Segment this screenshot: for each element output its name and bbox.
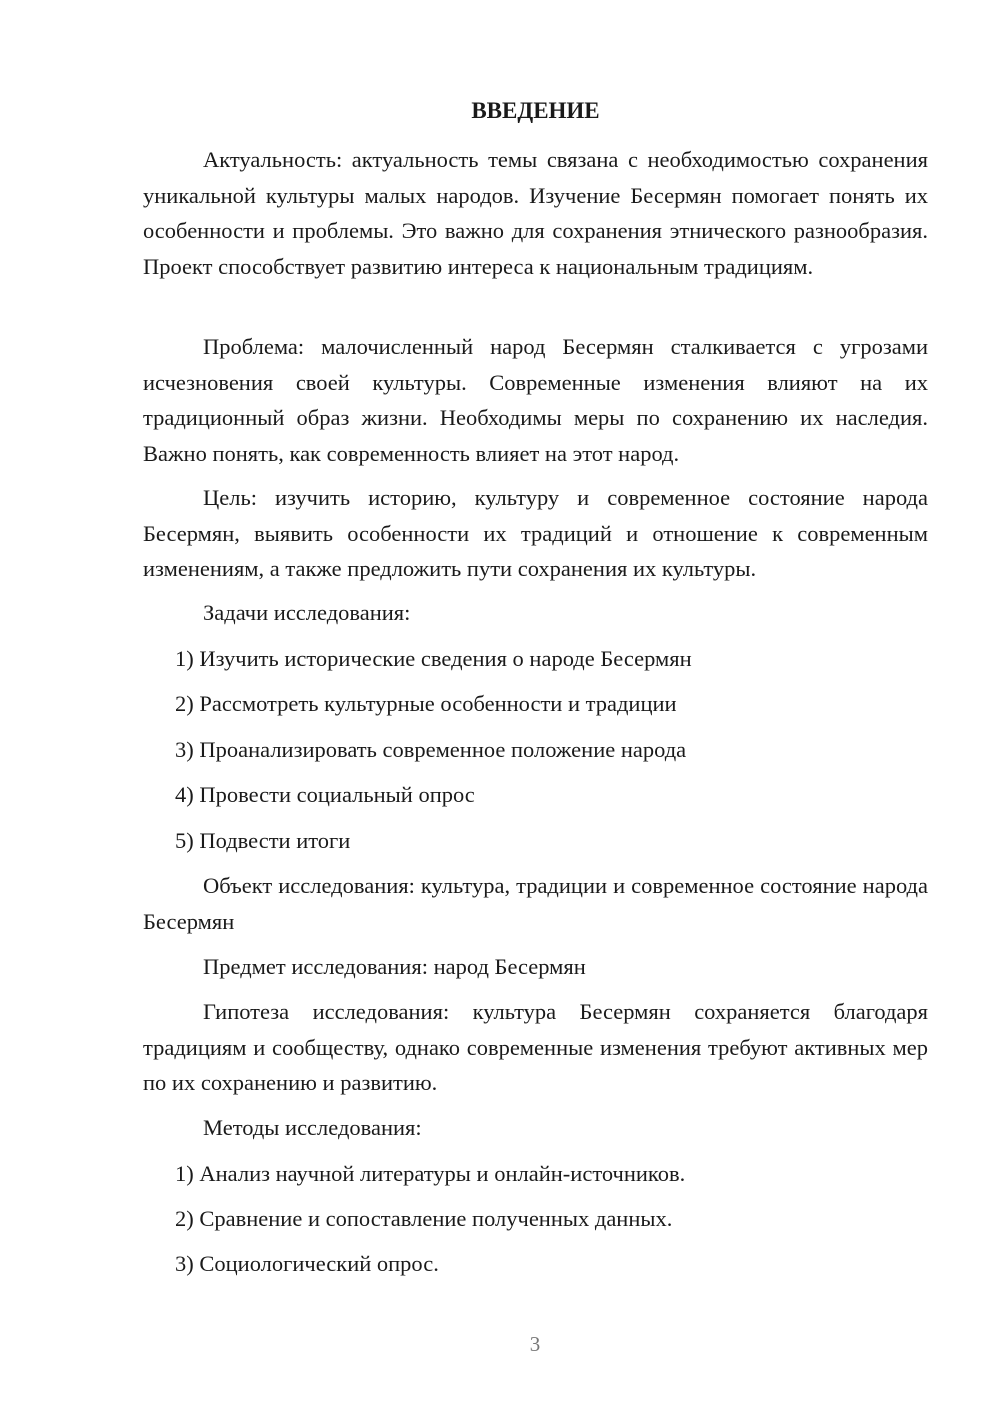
task-item: 2) Рассмотреть культурные особенности и традиции: [175, 691, 677, 716]
tasks-title: Задачи исследования:: [203, 600, 411, 625]
hypothesis-paragraph: Гипотеза исследования: культура Бесермян сохраняется благодаря традициям и сообществу, однако современные изменения требуют активных мер по их сохранению и развитию.: [143, 999, 928, 1095]
page-number: 3: [529, 1332, 541, 1356]
task-item: 1) Изучить исторические сведения о народе Бесермян: [175, 646, 692, 671]
problem-paragraph: Проблема: малочисленный народ Бесермян сталкивается с угрозами исчезновения своей культуры. Современные изменения влияют на их традиционный образ жизни. Необходимы меры по сохранению их наследия. Важно понять, как современность влияет на этот народ.: [143, 334, 928, 466]
task-item: 5) Подвести итоги: [175, 828, 351, 853]
object-paragraph: Объект исследования: культура, традиции и современное состояние народа Бесермян: [143, 873, 928, 934]
method-item: 3) Социологический опрос.: [175, 1251, 439, 1276]
subject-paragraph: Предмет исследования: народ Бесермян: [203, 954, 586, 979]
method-item: 2) Сравнение и сопоставление полученных данных.: [175, 1206, 673, 1231]
method-item: 1) Анализ научной литературы и онлайн-источников.: [175, 1161, 686, 1186]
section-heading: ВВЕДЕНИЕ: [471, 98, 600, 123]
methods-title: Методы исследования:: [203, 1115, 422, 1140]
goal-paragraph: Цель: изучить историю, культуру и современное состояние народа Бесермян, выявить особенности их традиций и отношение к современным изменениям, а также предложить пути сохранения их культуры.: [143, 485, 928, 581]
task-item: 4) Провести социальный опрос: [175, 782, 475, 807]
task-item: 3) Проанализировать современное положение народа: [175, 737, 687, 762]
relevance-paragraph: Актуальность: актуальность темы связана с необходимостью сохранения уникальной культуры малых народов. Изучение Бесермян помогает понять их особенности и проблемы. Это важно для сохранения этнического разнообразия. Проект способствует развитию интереса к национальным традициям.: [143, 147, 928, 279]
